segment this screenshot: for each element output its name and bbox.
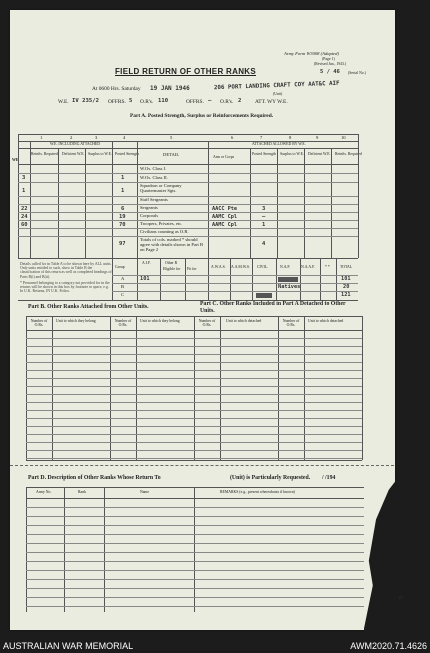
hdr-total: TOTAL <box>340 265 353 269</box>
table-row <box>26 386 362 387</box>
part-a-title: Part A. Posted Strength, Surplus or Reinforcements Required. <box>130 113 274 119</box>
table-row <box>26 525 364 526</box>
total-b: 20 <box>343 284 350 290</box>
detail-header: DETAIL <box>163 152 180 157</box>
revision-date: (Revised Jan., 1943.) <box>314 62 347 66</box>
left-col-deficient: Deficient W.E. <box>62 152 85 156</box>
ors-value: 110 <box>158 98 169 104</box>
attached-ors-label: O.R's. <box>220 99 234 105</box>
partd-col-remarks: REMARKS (e.g., present whereabouts if known) <box>220 490 295 494</box>
right-col-deficient: Deficient W.E. <box>308 152 331 156</box>
table-row <box>26 543 364 544</box>
table-row <box>26 450 362 451</box>
army-form-number: Army Form W3008 (Adapted) <box>284 51 339 56</box>
hdr-other: Other R <box>165 261 178 265</box>
partc-col-number-2: Number of O.Rs. <box>282 319 300 327</box>
partd-col-rank: Rank <box>78 490 87 494</box>
col-num-3: 3 <box>95 135 98 140</box>
partb-col-unit-2: Unit to which they belong <box>140 319 180 323</box>
table-row <box>26 552 364 553</box>
at-hours-label: At 0600 Hrs. Saturday <box>92 86 141 92</box>
table-row <box>26 346 362 347</box>
col-num-2: 2 <box>70 135 73 140</box>
redaction-mark <box>256 293 272 298</box>
we-value: IV 235/2 <box>72 98 99 104</box>
col-num-4: 4 <box>123 135 126 140</box>
table-row <box>26 561 364 562</box>
table-row <box>26 426 362 427</box>
table-row <box>26 434 362 435</box>
partb-col-unit-1: Unit to which they belong <box>56 319 96 323</box>
table-row <box>26 338 362 339</box>
form-title: FIELD RETURN OF OTHER RANKS <box>115 67 256 76</box>
col-num-10: 10 <box>341 135 346 140</box>
hdr-group: Group <box>115 265 125 269</box>
serial-label: (Serial No.) <box>348 71 366 75</box>
table-row <box>26 410 362 411</box>
table-row <box>26 402 362 403</box>
row-woii-detail: W.Os. Class II. <box>140 175 168 180</box>
attached-allowed-label: ATTACHED ALLOWED BY W.E. <box>252 142 306 146</box>
unit-label: (Unit) <box>273 92 283 96</box>
left-col-reinfts: Reinfts. Required <box>31 152 58 156</box>
left-col-posted: Posted Strength <box>115 152 139 156</box>
offrs-label: OFFRS. <box>108 99 126 105</box>
unit-name: 206 PORT LANDING CRAFT COY AAT&C AIF <box>213 80 340 92</box>
table-row <box>26 354 362 355</box>
partb-col-number-2: Number of O.Rs. <box>114 319 132 327</box>
group-a: A <box>121 276 125 281</box>
row-sgt-we: 22 <box>21 206 28 212</box>
row-cpl-posted: 19 <box>119 214 126 220</box>
row-pte-arm: AAMC Cpl <box>212 222 237 228</box>
row-sgt-ps: 3 <box>262 206 266 212</box>
attached-offrs-label: OFFRS. <box>186 99 204 105</box>
part-d-title: Part D. Description of Other Ranks Whose Return To <box>28 475 161 481</box>
table-row <box>26 579 364 580</box>
partc-col-unit-1: Unit to which detached <box>226 319 262 323</box>
table-row <box>26 516 364 517</box>
table-row <box>26 588 364 589</box>
row-total-ps: 4 <box>262 241 266 247</box>
col-num-8: 8 <box>289 135 292 140</box>
table-row <box>26 378 362 379</box>
row-cpl-arm: AAMC Cpl <box>212 214 237 220</box>
row-woi-we: 3 <box>22 175 26 181</box>
att-we-label: ATT. WY W.E. <box>255 99 288 105</box>
partd-col-armyno: Army No. <box>36 490 52 494</box>
row-ssgt-detail: Staff Sergeants <box>140 197 168 202</box>
attached-ors-value: 2 <box>238 98 242 104</box>
right-col-posted: Posted Strength <box>252 152 276 156</box>
perforation-line <box>10 465 394 466</box>
table-row <box>26 362 362 363</box>
row-cpl-we: 24 <box>21 214 28 220</box>
left-col-surplus: Surplus to W.E. <box>88 152 112 156</box>
we-incl-attached-label: W.E. INCLUDING ATTACHED <box>50 142 100 146</box>
row-woii-posted: 1 <box>121 188 125 194</box>
total-c: 121 <box>341 292 351 298</box>
hdr-nap: N.A.P. <box>280 265 291 269</box>
row-pte-we: 60 <box>21 222 28 228</box>
hdr-star: * * <box>325 265 330 269</box>
table-row <box>26 458 362 459</box>
row-sgt-arm: AACC Pte <box>212 206 237 212</box>
page-corner-number: 19 <box>398 595 403 600</box>
right-col-surplus: Surplus to W.E. <box>280 152 304 156</box>
aif-value: 101 <box>140 276 150 282</box>
hdr-aamws: A.A.M.W.S. <box>231 265 250 269</box>
hdr-sub-eligible: Eligible for <box>163 267 181 271</box>
right-col-reinfts: Reinfts. Required <box>335 152 362 156</box>
row-total-posted: 97 <box>119 241 126 247</box>
row-woii-we: 1 <box>22 188 26 194</box>
table-row <box>26 597 364 598</box>
row-sgt-posted: 6 <box>121 206 125 212</box>
table-row <box>26 370 362 371</box>
group-b: B <box>121 284 125 289</box>
row-pte-detail: Troopers, Privates, etc. <box>140 221 183 226</box>
table-row <box>26 570 364 571</box>
row-sgt-detail: Sergeants <box>140 205 158 210</box>
right-col-arm: Arm or Corps <box>213 155 235 159</box>
footer-institution: AUSTRALIAN WAR MEMORIAL <box>3 641 134 651</box>
group-c: C <box>121 292 125 297</box>
row-total-detail: Totals of cols. marked * should agree with details shown in Part B on Page 2 <box>140 237 204 252</box>
offrs-value: 5 <box>129 98 133 104</box>
table-row <box>26 606 364 607</box>
we-label: W.E. <box>58 99 69 105</box>
attached-offrs-value: — <box>208 98 212 104</box>
part-c-title: Part C. Other Ranks Included in Part A Detached to Other Units. <box>200 301 346 314</box>
hdr-aif: A.I.F. <box>142 261 151 265</box>
footer-accession: AWM2020.71.4626 <box>350 641 427 651</box>
part-d-title-mid: (Unit) is Particularly Requested. <box>230 475 311 481</box>
col-num-1: 1 <box>40 135 43 140</box>
table-row <box>26 442 362 443</box>
hdr-awas: A.W.A.S. <box>211 265 226 269</box>
redaction-mark <box>278 277 298 282</box>
ors-label: O.R's. <box>140 99 154 105</box>
natives-label: Natives <box>278 284 301 290</box>
partc-col-number-1: Number of O.Rs. <box>198 319 216 327</box>
table-row <box>26 507 364 508</box>
table-note: Details called for in Table A to be shown here by ALL units. Only units entitled to such, show in Table B the classification of this return as well as completed headings of Parts B(i) and B(ii). <box>20 262 112 279</box>
row-cpl-ps: — <box>262 214 266 220</box>
col-num-6: 6 <box>231 135 234 140</box>
row-pte-ps: 1 <box>262 222 266 228</box>
serial-number: 5 / 46 <box>320 69 340 75</box>
table-row <box>26 418 362 419</box>
hdr-naaf: N.A.A.F. <box>301 265 315 269</box>
row-woi-detail: W.Os. Class I. <box>140 166 167 171</box>
row-civ-detail: Civilians counting as O.R. <box>140 229 189 234</box>
hdr-civil: CIVIL. <box>257 265 269 269</box>
table-row <box>26 394 362 395</box>
col-num-7: 7 <box>260 135 263 140</box>
page-indicator: (Page 1) <box>322 57 335 61</box>
archive-footer <box>0 638 430 653</box>
table-row <box>26 534 364 535</box>
partb-col-number-1: Number of O.Rs. <box>30 319 48 327</box>
row-pte-posted: 70 <box>119 222 126 228</box>
total-a: 101 <box>341 276 351 282</box>
col-num-9: 9 <box>316 135 319 140</box>
return-date: 19 JAN 1946 <box>150 85 190 92</box>
hdr-sub-fit: Fit for <box>187 267 197 271</box>
row-cqms-detail: Squadron or Company Quartermaster Sgts. <box>140 183 182 193</box>
partd-col-name: Name <box>140 490 150 494</box>
row-woi-posted: 1 <box>121 175 125 181</box>
table-note-2: * Personnel belonging to a category not provided for in the returns will be shown in this box by footnote to space, e.g. In U.K. Returns, IN U.K. Folios. <box>20 281 110 294</box>
col-num-5: 5 <box>170 135 173 140</box>
partc-col-unit-2: Unit to which detached <box>308 319 344 323</box>
part-b-title: Part B. Other Ranks Attached from Other Units. <box>28 304 149 310</box>
we-abbr-label: WE <box>12 158 19 162</box>
row-cpl-detail: Corporals <box>140 213 159 218</box>
part-d-date: / /194 <box>322 475 336 481</box>
